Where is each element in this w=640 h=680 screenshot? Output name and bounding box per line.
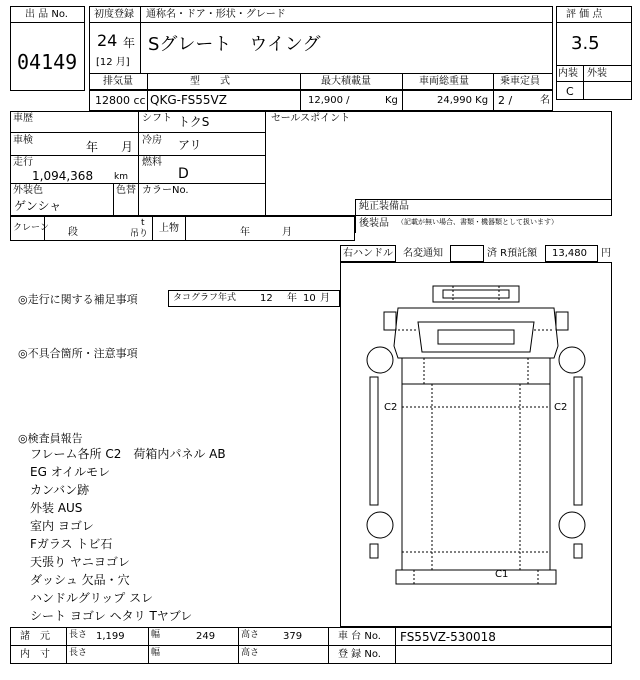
mileage-unit: km <box>114 172 128 182</box>
details-box <box>10 111 612 216</box>
inspector-line: EG オイルモレ <box>30 465 111 479</box>
inspector-line: シート ヨゴレ ヘタリ Tヤブレ <box>30 609 193 623</box>
inner-length-label: 長さ <box>69 648 88 658</box>
exterior-label: 外装 <box>587 68 607 79</box>
crane-lift-label: 吊り <box>130 229 149 239</box>
inner-label: 内 寸 <box>20 649 50 660</box>
inner-width-label: 幅 <box>151 648 161 658</box>
inspector-line: 外装 AUS <box>30 501 83 515</box>
diagram-mark-left: C2 <box>384 402 398 413</box>
model-label: 型 式 <box>190 76 230 87</box>
diagram-mark-rear: C1 <box>495 569 509 580</box>
recycle-value: 13,480 <box>552 248 587 259</box>
kg-unit: Kg <box>385 95 398 106</box>
rating-value: 3.5 <box>571 33 600 54</box>
gross-weight-label: 車両総重量 <box>419 76 469 87</box>
crane-row <box>10 216 355 241</box>
capacity-unit: 名 <box>540 95 550 106</box>
capacity-value: 2 / <box>498 94 513 107</box>
inner-height-label: 高さ <box>241 648 260 658</box>
shift-label: シフト <box>142 113 172 124</box>
aftermarket-note: （記載が無い場合、書類・機器類として扱います） <box>397 218 558 226</box>
lot-number: 04149 <box>17 50 78 74</box>
name-change-box <box>450 245 484 262</box>
recycle-label: 済 R預託額 <box>487 248 538 259</box>
inspector-line: Fガラス トビ石 <box>30 537 113 551</box>
first-reg-month: [12 月] <box>96 57 130 68</box>
steering-value: 右ハンドル <box>343 248 393 259</box>
model-value: QKG-FS55VZ <box>150 93 227 107</box>
width-label: 幅 <box>151 630 161 640</box>
year-unit: 年 <box>123 36 136 50</box>
crane-label: クレーン <box>13 223 49 233</box>
upper-label: 上物 <box>159 223 179 234</box>
sales-point-label: セールスポイント <box>271 113 351 124</box>
tacho-year-unit: 年 <box>287 293 297 304</box>
first-reg-year: 24 <box>97 31 118 50</box>
inspector-line: 室内 ヨゴレ <box>30 519 94 533</box>
displacement-label: 排気量 <box>103 76 133 87</box>
height-label: 高さ <box>241 630 260 640</box>
tacho-label: タコグラフ年式 <box>173 293 237 303</box>
inspector-line: フレーム各所 C2 荷箱内パネル AB <box>30 447 226 461</box>
name-change-label: 名変通知 <box>403 248 443 259</box>
max-load-value: 12,900 / <box>308 95 350 106</box>
inspector-line: ハンドルグリップ スレ <box>30 591 154 605</box>
yen-unit: 円 <box>601 248 611 259</box>
first-reg-label: 初度登録 <box>94 9 134 20</box>
aftermarket-label: 後装品 <box>359 218 389 229</box>
color-value: ゲンシャ <box>14 199 62 213</box>
width-value: 249 <box>196 631 216 642</box>
gross-weight-value: 24,990 Kg <box>437 95 489 106</box>
grade-value: Sグレート ウイング <box>148 34 321 55</box>
inspector-title: ◎検査員報告 <box>18 432 83 445</box>
tacho-year: 12 <box>260 293 273 304</box>
history-label: 車歴 <box>13 113 33 124</box>
rating-label: 評 価 点 <box>566 9 603 20</box>
interior-grade: C <box>566 85 574 98</box>
tacho-month: 10 <box>303 293 316 304</box>
grade-label: 通称名・ドア・形状・グレード <box>146 9 286 20</box>
reg-label: 登 録 No. <box>338 649 381 660</box>
upper-month-unit: 月 <box>282 227 292 238</box>
mileage-label: 走行 <box>13 157 33 168</box>
mileage-value: 1,094,368 <box>32 169 94 183</box>
inspection-year-unit: 年 <box>86 140 99 154</box>
inspector-line: カンバン跡 <box>30 483 90 497</box>
ac-label: 冷房 <box>142 135 162 146</box>
chassis-label: 車 台 No. <box>338 631 381 642</box>
fuel-value: D <box>178 166 189 182</box>
interior-label: 内装 <box>558 68 578 79</box>
defects-title: ◎不具合箇所・注意事項 <box>18 347 138 360</box>
inspection-month-unit: 月 <box>121 140 134 154</box>
height-value: 379 <box>283 631 303 642</box>
crane-stage-unit: 段 <box>68 227 78 238</box>
max-load-label: 最大積載量 <box>321 76 371 87</box>
tacho-month-unit: 月 <box>320 293 330 304</box>
capacity-label: 乗車定員 <box>500 76 540 87</box>
color-label: 外装色 <box>13 185 43 196</box>
chassis-value: FS55VZ-530018 <box>400 630 496 644</box>
upper-year-unit: 年 <box>240 227 250 238</box>
crane-ton-label: t <box>141 218 145 228</box>
inspector-line: 天張り ヤニヨゴレ <box>30 555 130 569</box>
color-no-label: カラーNo. <box>142 185 189 196</box>
running-title: ◎走行に関する補足事項 <box>18 293 138 306</box>
inspection-label: 車検 <box>13 135 33 146</box>
fuel-label: 燃料 <box>142 157 162 168</box>
diagram-mark-right: C2 <box>554 402 568 413</box>
genuine-label: 純正装備品 <box>359 201 409 212</box>
length-value: 1,199 <box>96 631 125 642</box>
displacement-value: 12800 cc <box>95 94 146 107</box>
length-label: 長さ <box>69 630 88 640</box>
dims-label: 諸 元 <box>20 631 50 642</box>
lot-label: 出 品 No. <box>25 9 68 20</box>
shift-value: トクS <box>178 115 210 129</box>
ac-value: アリ <box>178 138 202 152</box>
truck-diagram <box>340 262 612 627</box>
color-change-label: 色替 <box>116 185 136 196</box>
inspector-line: ダッシュ 欠品・穴 <box>30 573 130 587</box>
